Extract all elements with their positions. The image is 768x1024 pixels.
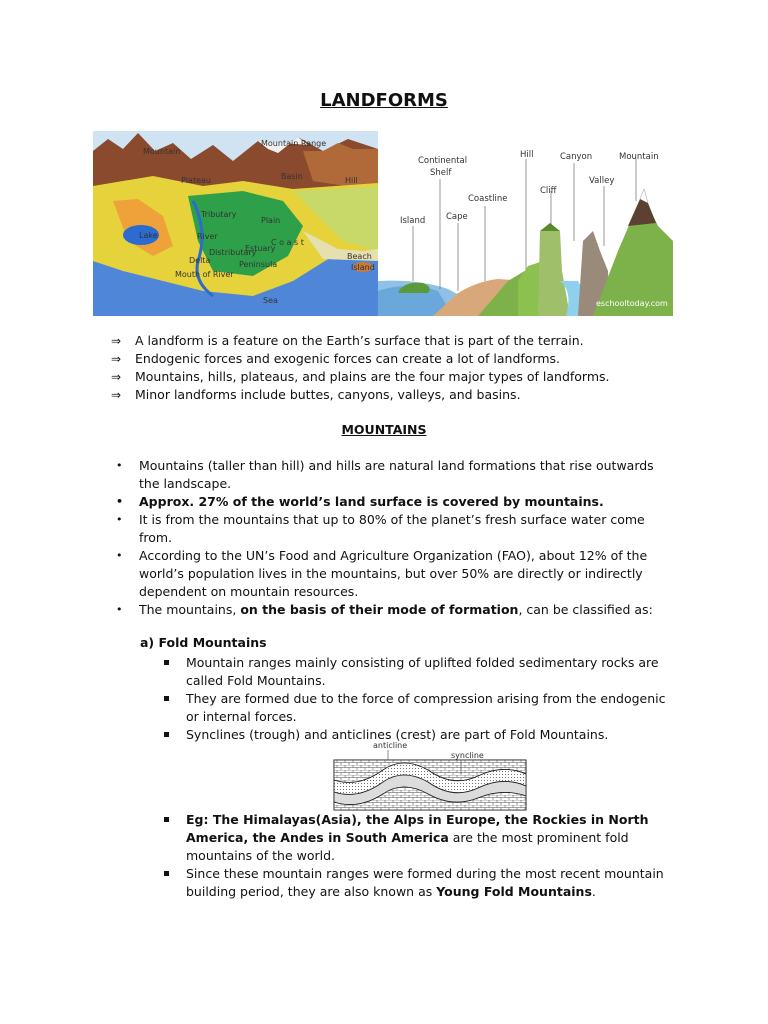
list-item: • It is from the mountains that up to 80% of the planet’s fresh surface water come from. bbox=[116, 512, 645, 545]
map-label-delta: Delta bbox=[189, 256, 211, 265]
diagram-label-hill: Hill bbox=[520, 150, 534, 160]
list-item: • Mountains (taller than hill) and hills are natural land formations that rise outwards the landscape. bbox=[116, 458, 654, 491]
map-label-distributary: Distributary bbox=[209, 248, 257, 257]
list-item: Mountain ranges mainly consisting of uplifted folded sedimentary rocks are called Fold Mountains. bbox=[163, 654, 673, 690]
arrow-bullet-icon: ⇒ bbox=[111, 334, 122, 348]
map-label-peninsula: Peninsula bbox=[239, 260, 278, 269]
fold-mountains-list bbox=[163, 654, 673, 744]
fold-mountains-heading: a) Fold Mountains bbox=[140, 635, 267, 650]
page-title: LANDFORMS bbox=[320, 90, 448, 111]
list-item: • The mountains, on the basis of their mode of formation, can be classified as: bbox=[116, 602, 653, 617]
intro-list bbox=[108, 332, 708, 404]
landform-map-illustration bbox=[93, 131, 378, 316]
map-label-sea: Sea bbox=[263, 296, 278, 305]
diagram-label-cape: Cape bbox=[446, 212, 468, 222]
map-label-coast: C o a s t bbox=[271, 238, 304, 247]
list-item: Synclines (trough) and anticlines (crest) are part of Fold Mountains. bbox=[163, 726, 673, 744]
map-label-beach: Beach bbox=[347, 252, 372, 261]
list-item: • Approx. 27% of the world’s land surface is covered by mountains. bbox=[116, 494, 604, 509]
diagram-label-shelf: Shelf bbox=[430, 168, 452, 178]
list-item: • According to the UN’s Food and Agriculture Organization (FAO), about 12% of the world’s population lives in the mountains, but over 50% are directly or indirectly dependent on mountain resources. bbox=[116, 548, 648, 599]
mountains-heading: MOUNTAINS bbox=[341, 422, 427, 437]
map-label-hill: Hill bbox=[345, 176, 358, 185]
fold-label-anticline: anticline bbox=[373, 741, 408, 750]
square-bullet-icon bbox=[164, 817, 169, 822]
arrow-bullet-icon: ⇒ bbox=[111, 352, 122, 366]
arrow-bullet-icon: ⇒ bbox=[111, 388, 122, 402]
fold-diagram bbox=[333, 740, 528, 812]
square-bullet-icon bbox=[164, 696, 169, 701]
diagram-label-canyon: Canyon bbox=[560, 152, 593, 162]
fold-label-syncline: syncline bbox=[451, 751, 484, 760]
map-label-plateau: Plateau bbox=[181, 176, 211, 185]
diagram-credit: eschooltoday.com bbox=[596, 299, 668, 308]
map-label-basin: Basin bbox=[281, 172, 303, 181]
map-label-lake: Lake bbox=[139, 231, 158, 240]
diagram-label-island: Island bbox=[400, 216, 426, 226]
list-item: Since these mountain ranges were formed during the most recent mountain building period, they are also known as Young Fold Mountains. bbox=[163, 865, 673, 901]
square-bullet-icon bbox=[164, 660, 169, 665]
map-label-mouth-of-river: Mouth of River bbox=[175, 270, 234, 279]
diagram-label-cliff: Cliff bbox=[540, 186, 557, 196]
map-label-tributary: Tributary bbox=[201, 210, 237, 219]
list-item: Eg: The Himalayas(Asia), the Alps in Europe, the Rockies in North America, the Andes in South America are the most prominent fold mountains of the world. bbox=[163, 811, 673, 865]
bullet-icon: • bbox=[116, 459, 123, 472]
map-label-mountain-range: Mountain Range bbox=[261, 139, 327, 148]
intro-item: ⇒ Endogenic forces and exogenic forces can create a lot of landforms. bbox=[111, 351, 561, 366]
map-label-mountain: Mountain bbox=[143, 147, 181, 156]
diagram-label-valley: Valley bbox=[589, 176, 615, 186]
bullet-icon: • bbox=[116, 603, 123, 616]
diagram-label-mountain: Mountain bbox=[619, 152, 659, 162]
square-bullet-icon bbox=[164, 732, 169, 737]
bullet-icon: • bbox=[116, 495, 124, 508]
arrow-bullet-icon: ⇒ bbox=[111, 370, 122, 384]
bullet-icon: • bbox=[116, 549, 123, 562]
diagram-label-continental: Continental bbox=[418, 156, 468, 166]
intro-item: ⇒ A landform is a feature on the Earth’s surface that is part of the terrain. bbox=[111, 333, 584, 348]
list-item: They are formed due to the force of compression arising from the endogenic or internal forces. bbox=[163, 690, 673, 726]
bullet-icon: • bbox=[116, 513, 123, 526]
square-bullet-icon bbox=[164, 871, 169, 876]
intro-item: ⇒ Minor landforms include buttes, canyons, valleys, and basins. bbox=[111, 387, 521, 402]
map-label-estuary: Estuary bbox=[245, 244, 276, 253]
mountains-list bbox=[116, 457, 656, 619]
landforms-labeled-diagram bbox=[378, 131, 673, 316]
map-label-island: Island bbox=[351, 263, 375, 272]
intro-item: ⇒ Mountains, hills, plateaus, and plains are the four major types of landforms. bbox=[111, 369, 610, 384]
map-label-river: River bbox=[197, 232, 218, 241]
fold-mountains-list-continued bbox=[163, 811, 673, 901]
map-label-plain: Plain bbox=[261, 216, 281, 225]
diagram-label-coastline: Coastline bbox=[468, 194, 508, 204]
